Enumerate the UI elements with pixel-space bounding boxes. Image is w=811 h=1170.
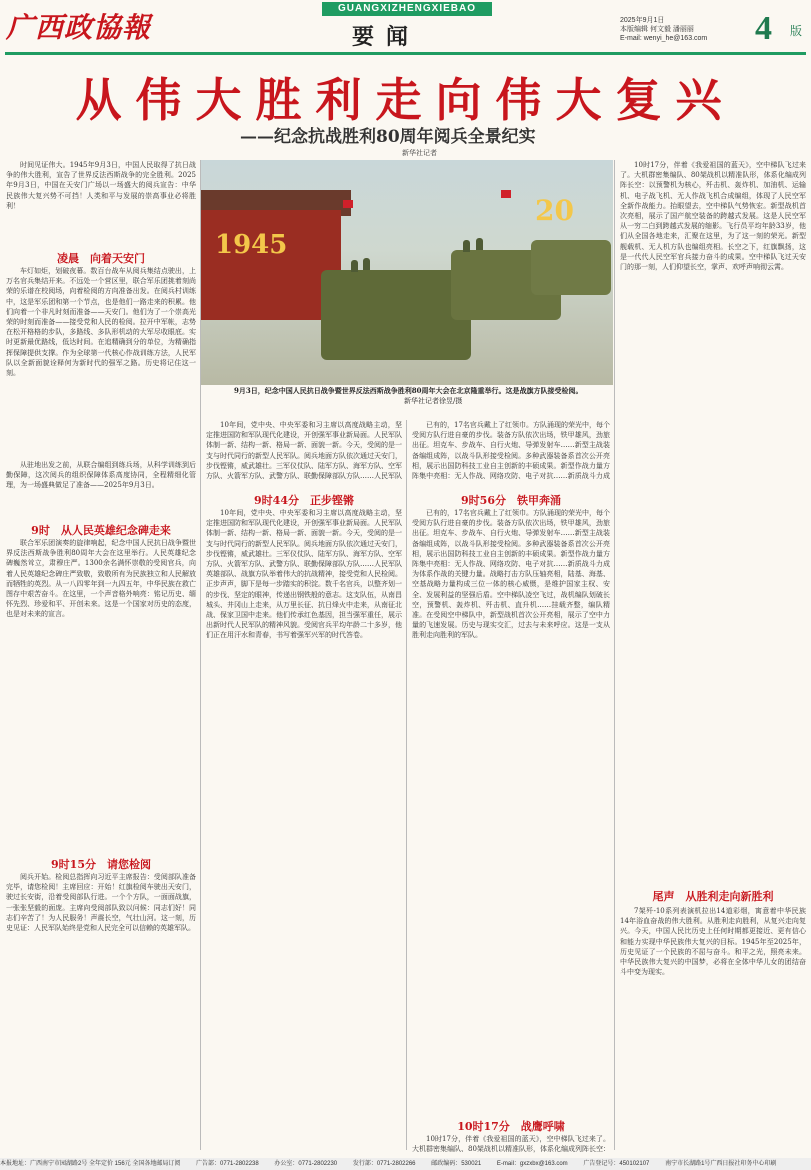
article-armor-lead: 已有的，17名官兵戴上了红领巾。方队涌现的荣光中，每个受阅方队行进自豪的步伐。装备方队依次出场，铁甲雄风，劲旅出征。坦克车、步战车、自行火炮、导弹发射车……新型主战装备编组成阵，以战斗队形接受检阅。多种武器装备系首次公开亮相，展示出国防科技工业自主创新的丰硕成果。新型作战力量方阵集中亮相：无人作战、网络攻防、电子对抗……新质战斗力成 <box>412 421 610 480</box>
footer <box>0 1158 811 1170</box>
issue-info <box>620 16 707 43</box>
section-heading-march: 9时44分 正步铿锵 <box>254 494 354 507</box>
armored-vehicle-back <box>531 240 611 295</box>
article-epilogue: 7架歼-10系列表演机拉出14道彩烟，寓意着中华民族14年浴血奋战的伟大胜利。从胜利走向胜利，从复兴走向复兴。今天，中国人民比历史上任何时期都更接近、更有信心和能力实现中华民族伟大复兴的目标。1945年至2025年，历史见证了一个民族的不屈与奋斗。和平之光，照亮未来。中华民族伟大复兴的中国梦，必将在全体中华儿女的团结奋斗中变为现实。 <box>620 907 806 977</box>
article-review: 阅兵开始。检阅总指挥向习近平主席报告：受阅部队准备完毕，请您检阅！主席回应：开始！红旗检阅车驶出天安门，驶过长安街，沿着受阅部队行进。一个个方队，一面面战旗，一张张坚毅的面庞。主席向受阅部队致以问候：同志们好！同志们辛苦了！为人民服务！声震长空，气壮山河。这一刻，历史见证：人民军队始终是党和人民完全可以信赖的英雄军队。 <box>6 873 196 933</box>
article-armor: 已有的，17名官兵戴上了红领巾。方队涌现的荣光中，每个受阅方队行进自豪的步伐。装备方队依次出场，铁甲雄风，劲旅出征。坦克车、步战车、自行火炮、导弹发射车……新型主战装备编组成阵，以战斗队形接受检阅。多种武器装备系首次公开亮相，展示出国防科技工业自主创新的丰硕成果。新型作战力量方阵集中亮相：无人作战、网络攻防、电子对抗……新质战斗力成为体系作战的关键力量。战略打击方队压轴亮相，陆基、海基、空基战略力量构成三位一体的核心威慑，是维护国家主权、安全、发展利益的坚强后盾。空中梯队凌空飞过，战机编队划破长空，预警机、轰炸机、歼击机、直升机……挂载齐整，编队精准。在受阅空中梯队中，新型战机首次公开亮相，展示了空中力量的飞速发展。历史与现实交汇，过去与未来呼应。这是一支从胜利走向胜利的军队。 <box>412 509 610 640</box>
footer-email: E-mail：gxzxbx@163.com <box>496 1161 568 1167</box>
article-dawn: 车灯如炬，划破夜幕。数百台战车从阅兵集结点驶出，上万名官兵集结开来。不远处一个营区里，联合军乐团挑着刻尚荣的乐谱在校阅场，向着检阅的方向准备出发。在阅兵村训练中，这是军乐团和第一个节点，也是他们一路走来的积累。他们向着一个非凡时刻而准备——天安门。他们为了一个崇高光荣的时刻而准备——接受党和人民的检阅。拉开中军帐，志势在松开格格的步队，多路线、多队形机动的大军尽收眼底。实时更新最优路线，低达时间。在追精确到分的单位，为精确指挥保障提供支撑。作为全球第一代核心作战训练方法，人民军队以全新面貌诠释何为新时代的强军之路。历史将记住这一刻。 <box>6 267 196 378</box>
footer-printer: 南宁市长湖路1号广西日报社印务中心印刷 <box>665 1161 777 1167</box>
byline: 新华社记者 <box>402 149 437 157</box>
column-divider <box>406 420 407 1150</box>
article-intro: 时间见证伟大。1945年9月3日，中国人民取得了抗日战争的伟大胜利，宣告了世界反法西斯战争的完全胜利。2025年9月3日，中国在天安门广场以一场盛大的阅兵宣告：中华民族伟大复兴势不可挡！人类和平与发展的崇高事业必将胜利！ <box>6 161 196 210</box>
section-heading-epilogue: 尾声 从胜利走向新胜利 <box>652 890 774 903</box>
parade-photo <box>201 160 613 385</box>
newspaper-logo: 广西政協報 <box>6 11 152 44</box>
subheadline: ——纪念抗战胜利80周年阅兵全景纪实 <box>240 127 536 147</box>
section-heading-air: 10时17分 战鹰呼啸 <box>457 1120 565 1133</box>
issue-date: 2025年9月1日 <box>620 17 665 24</box>
photo-badge-left: 1945 <box>215 230 288 260</box>
column-divider <box>200 160 201 1150</box>
article-march: 10年间，党中央、中央军委和习主席以高度战略主动，坚定推进国防和军队现代化建设，开创强军事业新局面。人民军队体制一新、结构一新、格局一新、面貌一新。今天，受阅的是一支与时代同行的新型人民军队。阅兵地面方队依次通过天安门，步伐铿锵，威武雄壮。三军仪仗队、陆军方队、海军方队、空军方队、火箭军方队、武警方队、联勤保障部队方队……人民军队英雄部队、战旗方队举着伟大的抗战精神，接受党和人民检阅。正步声声，脚下是每一步踏实的积淀。数千名官兵，以整齐划一的步伐、坚定的眼神，传递出钢铁般的意志。这支队伍，从南昌城头、井冈山上走来，从万里长征、抗日烽火中走来，从南征北战、保家卫国中走来。他们传承红色基因，担当强军重任，展示出新时代人民军队的精神风貌。受阅官兵平均年龄二十多岁，他们正在用汗水和青春，书写着强军兴军的时代答卷。 <box>206 509 402 640</box>
footer-office-phone: 办公室：0771-2802230 <box>274 1161 338 1167</box>
footer-ad-phone: 广告部：0771-2802238 <box>196 1161 259 1167</box>
photo-badge-right: 20 <box>535 194 574 227</box>
soldier <box>463 240 470 252</box>
article-air: 10时17分，伴着《我爱祖国的蓝天》，空中梯队飞过来了。大机群密集编队、80架战机以精准队形，体系化编成列阵长空：以预警机为核心，歼击机、轰炸机、加油机、运输机、电子战飞机、无人作战飞机合成编组，体现了人民空军全新作战能力。抬眼望去，空中梯队气势恢宏。新型战机首次亮相，展示了国产航空装备的跨越式发展。这是人民空军从一穷二白到跨越式发展的缩影。飞行员平均年龄33岁，他们从全国各地走来，汇聚在这里，为了这一刻的荣光。新型舰载机、无人机方队也编组亮相。长空之下，红旗飘扬，这是一代代人民空军官兵接力奋斗的成果。空中梯队飞过天安门的那一刻，人们仰望长空，掌声、欢呼声响彻云霄。 <box>620 161 806 272</box>
red-flag <box>343 200 353 208</box>
article-monument: 联合军乐团演奏的旋律响起，纪念中国人民抗日战争暨世界反法西斯战争胜利80周年大会在这里举行。人民英雄纪念碑巍然耸立，肃穆庄严。1300余名满怀崇敬的受阅官兵，向着人民英雄纪念碑庄严致敬，致敬所有为民族独立和人民解放而牺牲的英烈。从一八四零年到一九四五年，中华民族在救亡图存中艰苦奋斗。在这里，一个声音格外响亮：铭记历史、缅怀先烈、珍爱和平、开创未来。这是一个国家对历史的态度，也是对未来的宣言。 <box>6 539 196 619</box>
section-heading-dawn: 凌晨 向着天安门 <box>57 252 145 265</box>
footer-ad-license: 广告登记号：450102107 <box>583 1161 650 1167</box>
masthead <box>0 0 811 52</box>
tiananmen-gate <box>201 210 341 320</box>
article-air-start: 10时17分，伴着《我爱祖国的蓝天》，空中梯队飞过来了。大机群密集编队、80架战机以精准队形，体系化编成列阵长空： <box>412 1135 610 1154</box>
footer-address: 本报地址：广西南宁市园湖路2号 全年定价 156元 全国各地邮局订阅 <box>0 1161 181 1167</box>
photo-caption: 9月3日，纪念中国人民抗日战争暨世界反法西斯战争胜利80周年大会在北京隆重举行。这是战旗方队接受检阅。 <box>234 386 583 395</box>
headline: 从伟大胜利走向伟大复兴 <box>75 73 736 127</box>
soldier <box>476 238 483 250</box>
photo-credit: 新华社记者徐昱/摄 <box>404 397 463 405</box>
footer-distribution-phone: 发行部：0771-2802266 <box>352 1161 416 1167</box>
red-flag <box>501 190 511 198</box>
article-dawn-end: 从驻地出发之前，从联合编组到练兵场，从科学训练到后勤保障，这次阅兵的组织保障体系高度协同，全程精细化管理，为一场盛典做足了准备——2025年9月3日。 <box>6 461 196 490</box>
article-decade: 10年间，党中央、中央军委和习主席以高度战略主动，坚定推进国防和军队现代化建设，开创强军事业新局面。人民军队体制一新、结构一新、格局一新、面貌一新。今天，受阅的是一支与时代同行的新型人民军队。阅兵地面方队依次通过天安门，步伐铿锵，威武雄壮。三军仪仗队、陆军方队、海军方队、空军方队、火箭军方队、武警方队、联勤保障部队方队……人民军队 <box>206 421 402 480</box>
masthead-rule <box>5 52 806 55</box>
armored-vehicle-front <box>321 270 471 360</box>
soldier <box>363 258 370 270</box>
page-unit: 版 <box>790 24 803 38</box>
section-title: 要闻 <box>352 24 421 50</box>
column-divider <box>614 160 615 1150</box>
section-heading-review: 9时15分 请您检阅 <box>51 858 151 871</box>
page-editor: 本版编辑 何文毅 潘丽丽 <box>620 26 694 33</box>
section-heading-monument: 9时 从人民英雄纪念碑走来 <box>31 524 171 537</box>
section-heading-armor: 9时56分 铁甲奔涌 <box>461 494 561 507</box>
editor-email: E-mail: wenyi_he@163.com <box>620 35 708 42</box>
soldier <box>351 260 358 272</box>
page-number: 4 <box>755 10 772 47</box>
newspaper-pinyin: GUANGXIZHENGXIEBAO <box>322 2 492 16</box>
footer-postcode: 邮政编码：530021 <box>431 1161 482 1167</box>
